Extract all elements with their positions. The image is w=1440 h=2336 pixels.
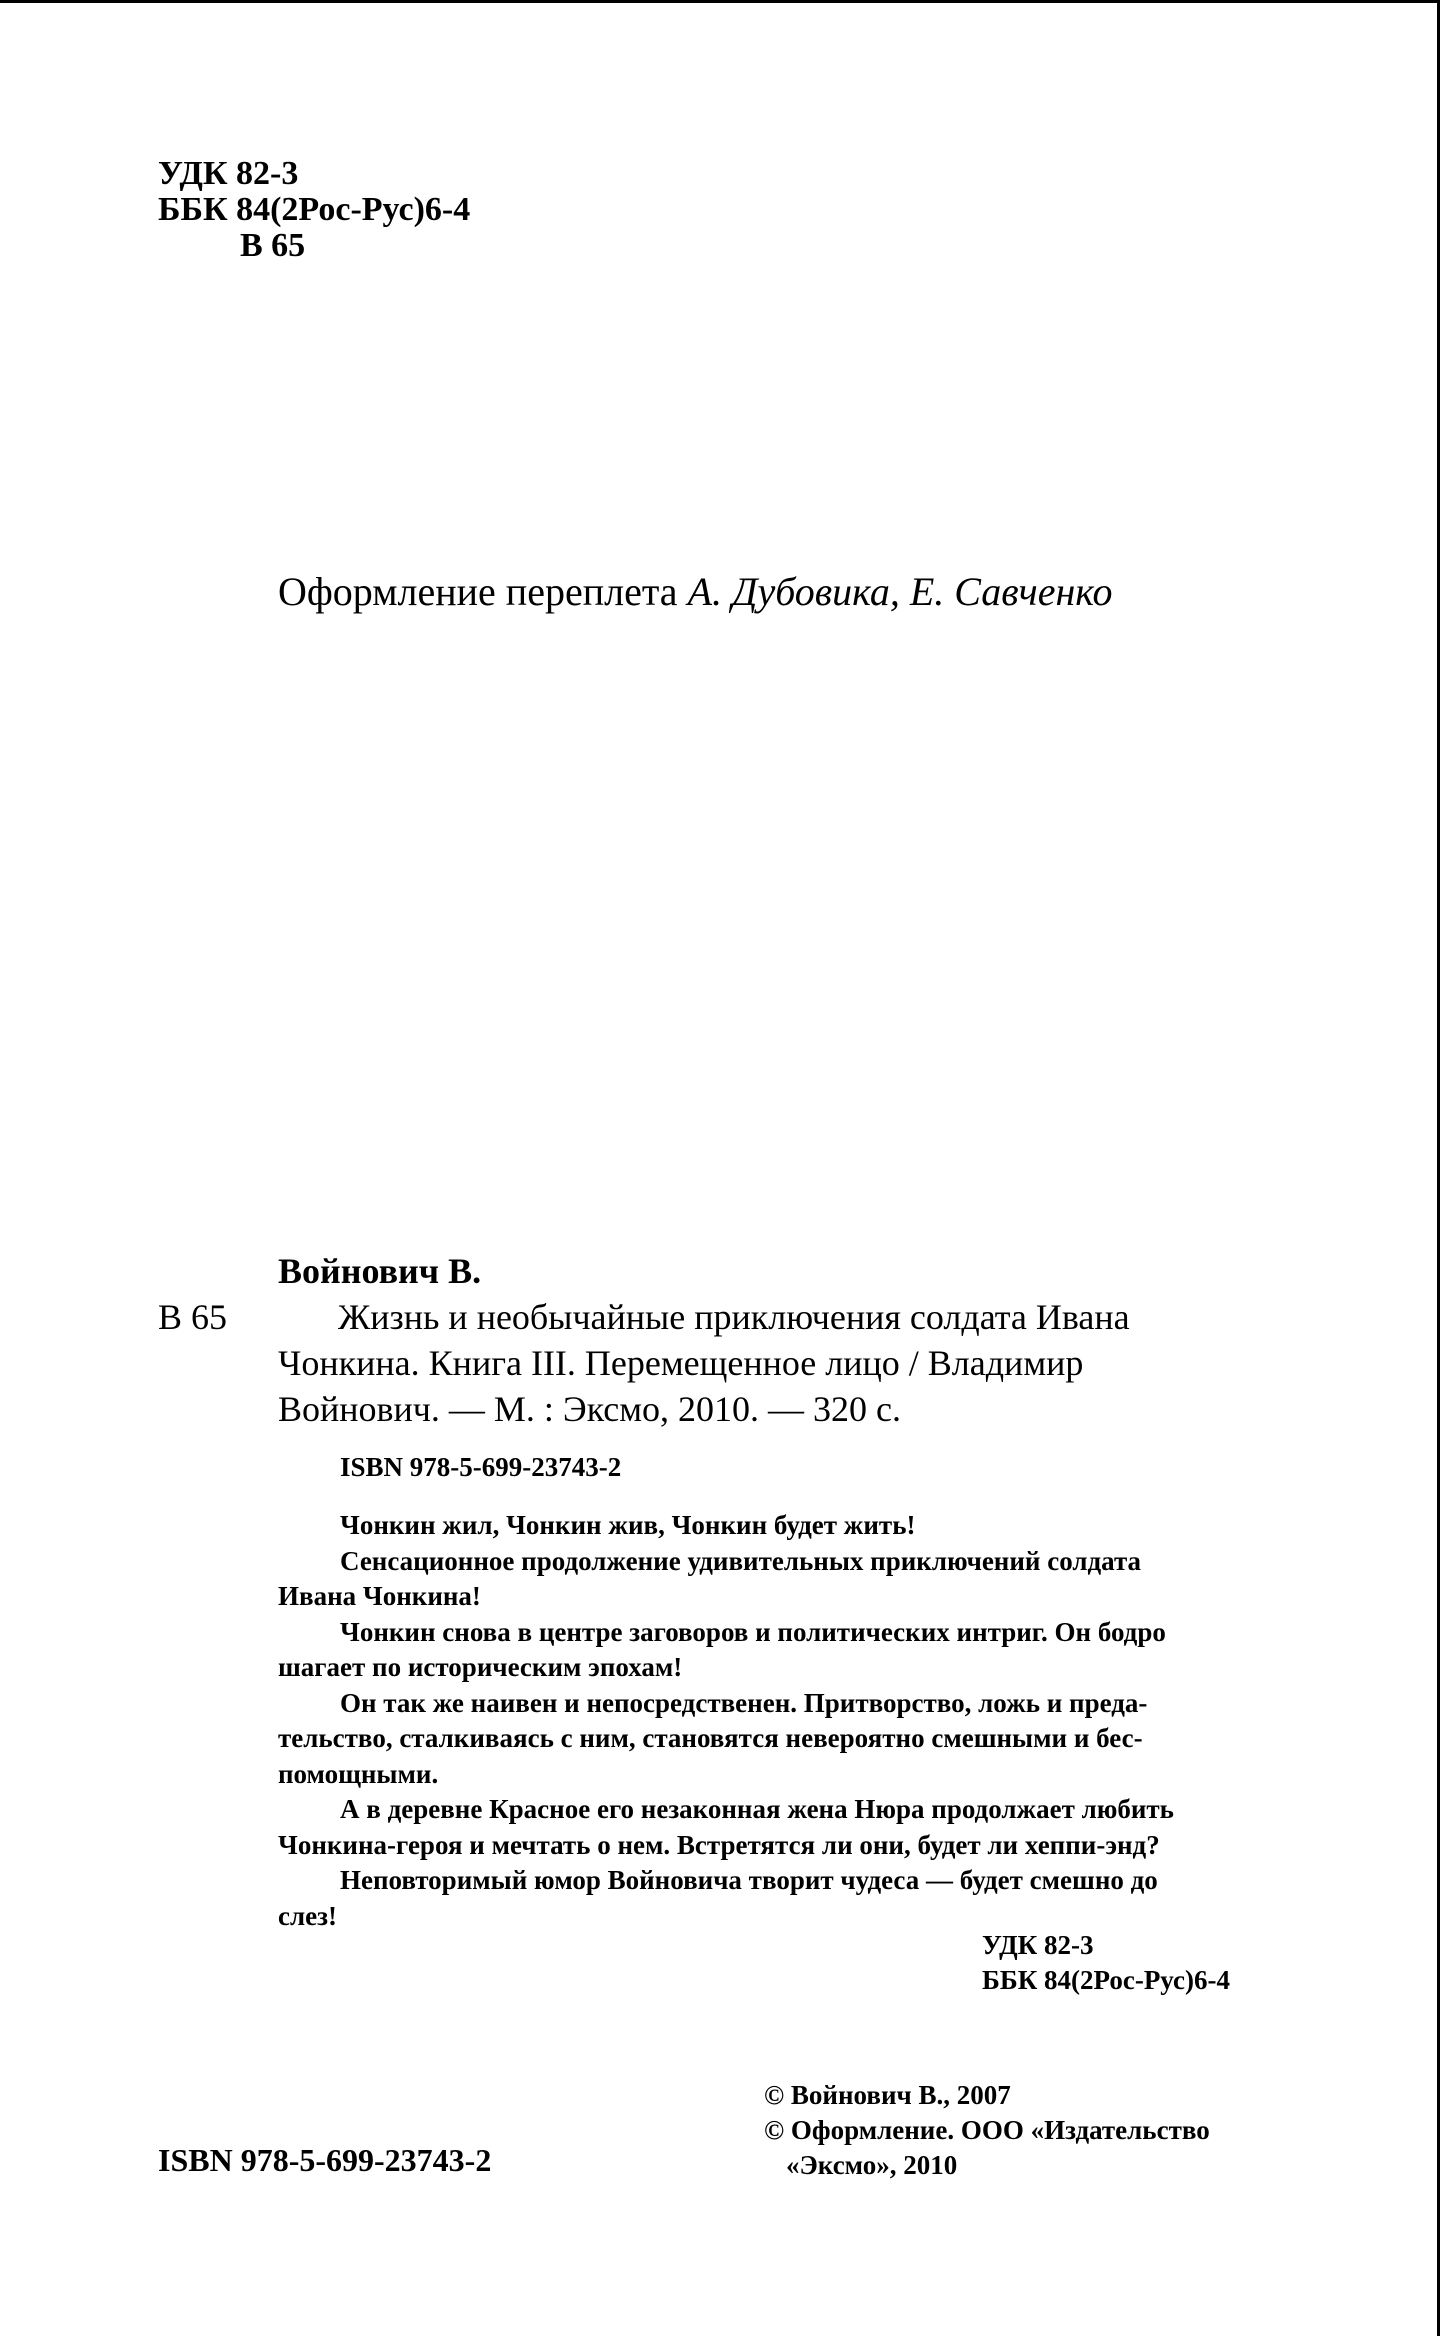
copyright-block xyxy=(764,2078,1210,2183)
annotation-line: шагает по историческим эпохам! xyxy=(278,1652,683,1682)
classification-block xyxy=(158,156,470,264)
annotation-line: помощными. xyxy=(278,1758,439,1789)
udk-code: УДК 82-3 xyxy=(158,155,299,192)
author-mark: В 65 xyxy=(240,227,306,264)
annotation-line: Чонкин снова в центре заговоров и политических интриг. Он бодро xyxy=(340,1616,1166,1647)
annotation xyxy=(278,1508,1283,1934)
bibliography-line: Чонкина. Книга III. Перемещенное лицо / Владимир xyxy=(278,1343,1084,1383)
annotation-line: слез! xyxy=(278,1900,337,1931)
footer-bbk: ББК 84(2Рос-Рус)6-4 xyxy=(982,1965,1230,1995)
isbn-inner: ISBN 978-5-699-23743-2 xyxy=(340,1452,622,1482)
bibliography-code: В 65 xyxy=(158,1297,228,1337)
bibliography-entry xyxy=(278,1294,1278,1432)
cover-design-label: Оформление переплета xyxy=(278,569,688,614)
bbk-code: ББК 84(2Рос-Рус)6-4 xyxy=(158,191,471,228)
annotation-line: Чонкина-героя и мечтать о нем. Встретятся ли они, будет ли хеппи-энд? xyxy=(278,1829,1160,1860)
bibliography-line: Войнович. — М. : Эксмо, 2010. — 320 с. xyxy=(278,1389,902,1429)
cover-design-credit xyxy=(278,568,1112,615)
copyright-line: «Эксмо», 2010 xyxy=(786,2150,958,2180)
annotation-line: тельство, сталкиваясь с ним, становятся невероятно смешными и бес- xyxy=(278,1723,1143,1753)
annotation-line: Он так же наивен и непосредственен. Притворство, ложь и преда- xyxy=(340,1687,1148,1718)
annotation-line: Ивана Чонкина! xyxy=(278,1581,481,1611)
isbn-bottom: ISBN 978-5-699-23743-2 xyxy=(158,2142,492,2178)
copyright-line: © Войнович В., 2007 xyxy=(764,2080,1011,2110)
annotation-line: Неповторимый юмор Войновича творит чудеса — будет смешно до xyxy=(340,1865,1158,1895)
bibliography-author: Войнович В. xyxy=(278,1251,482,1291)
footer-udk: УДК 82-3 xyxy=(982,1930,1094,1960)
bibliography-line: Жизнь и необычайные приключения солдата Ивана xyxy=(338,1297,1130,1337)
page-border-top xyxy=(0,0,1440,3)
copyright-line: © Оформление. ООО «Издательство xyxy=(764,2115,1210,2145)
annotation-line: Чонкин жил, Чонкин жив, Чонкин будет жить! xyxy=(340,1510,916,1540)
cover-design-names: А. Дубовика, Е. Савченко xyxy=(687,569,1113,614)
annotation-line: А в деревне Красное его незаконная жена Нюра продолжает любить xyxy=(340,1794,1174,1824)
annotation-line: Сенсационное продолжение удивительных приключений солдата xyxy=(340,1545,1142,1576)
footer-classification xyxy=(982,1928,1230,1998)
